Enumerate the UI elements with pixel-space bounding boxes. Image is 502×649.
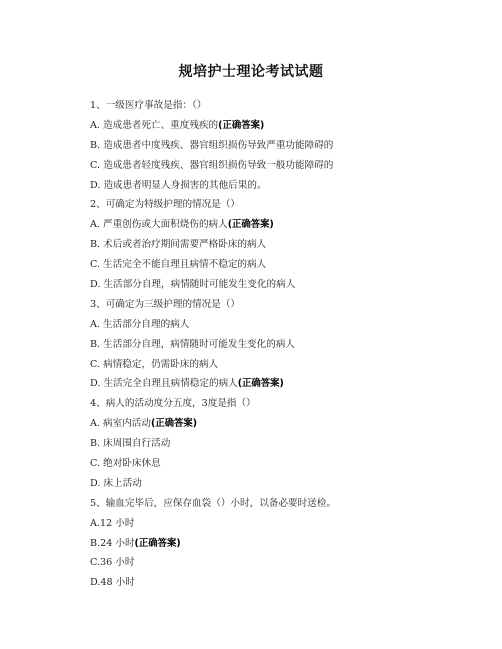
- line-text: 4、病人的活动度分五度，3度是指（）: [90, 398, 256, 410]
- line-text: D. 生活完全自理且病情稳定的病人: [90, 378, 238, 390]
- answer-option: [90, 454, 470, 474]
- line-text: A. 生活部分自理的病人: [90, 318, 190, 330]
- answer-option: [90, 434, 470, 454]
- answer-option: [90, 215, 470, 235]
- document-title: 规培护士理论考试试题: [178, 64, 324, 80]
- line-text: B. 床周围自行活动: [90, 438, 171, 450]
- line-text: 2、可确定为特级护理的情况是（）: [90, 199, 241, 211]
- question-list: [90, 96, 470, 593]
- line-text: 1、一级医疗事故是指：（）: [90, 100, 207, 111]
- line-text: A.12 小时: [90, 517, 135, 529]
- line-text: D. 床上活动: [90, 477, 142, 489]
- answer-option: [90, 534, 470, 554]
- question-stem: [90, 195, 470, 215]
- line-text: 5、输血完毕后，应保存血袋（）小时，以备必要时送检。: [90, 497, 336, 509]
- correct-answer-mark: (正确答案): [134, 537, 181, 549]
- answer-option: [90, 514, 470, 534]
- answer-option: [90, 255, 470, 275]
- answer-option: [90, 136, 470, 156]
- line-text: 3、可确定为三级护理的情况是（）: [90, 298, 241, 310]
- line-text: A. 造成患者死亡、重度残疾的: [90, 119, 219, 131]
- line-text: B.24 小时: [90, 537, 135, 549]
- line-text: C. 病情稳定，仍需卧床的病人: [90, 358, 219, 370]
- answer-option: [90, 275, 470, 295]
- question-stem: [90, 295, 470, 315]
- line-text: D. 生活部分自理，病情随时可能发生变化的病人: [90, 279, 296, 291]
- answer-option: [90, 176, 470, 196]
- line-text: D.48 小时: [90, 577, 135, 589]
- line-text: A. 病室内活动: [90, 418, 151, 430]
- line-text: D. 造成患者明显人身损害的其他后果的。: [90, 179, 267, 191]
- line-text: B. 术后或者治疗期间需要严格卧床的病人: [90, 239, 267, 251]
- line-text: C. 绝对卧床休息: [90, 458, 161, 470]
- line-text: B. 生活部分自理，病情随时可能发生变化的病人: [90, 338, 296, 350]
- answer-option: [90, 116, 470, 136]
- answer-option: [90, 573, 470, 593]
- question-stem: [90, 96, 470, 116]
- answer-option: [90, 335, 470, 355]
- correct-answer-mark: (正确答案): [227, 219, 274, 231]
- correct-answer-mark: (正确答案): [151, 418, 198, 430]
- answer-option: [90, 474, 470, 494]
- line-text: C. 生活完全不能自理且病情不稳定的病人: [90, 259, 267, 271]
- correct-answer-mark: (正确答案): [218, 119, 265, 131]
- answer-option: [90, 414, 470, 434]
- line-text: C.36 小时: [90, 557, 135, 569]
- line-text: B. 造成患者中度残疾、器官组织损伤导致严重功能障碍的: [90, 139, 334, 151]
- line-text: C. 造成患者轻度残疾、器官组织损伤导致一般功能障碍的: [90, 159, 334, 171]
- answer-option: [90, 235, 470, 255]
- answer-option: [90, 156, 470, 176]
- question-stem: [90, 494, 470, 514]
- answer-option: [90, 355, 470, 375]
- answer-option: [90, 374, 470, 394]
- line-text: A. 严重创伤或大面积烧伤的病人: [90, 219, 228, 231]
- answer-option: [90, 315, 470, 335]
- question-stem: [90, 394, 470, 414]
- answer-option: [90, 553, 470, 573]
- correct-answer-mark: (正确答案): [237, 378, 284, 390]
